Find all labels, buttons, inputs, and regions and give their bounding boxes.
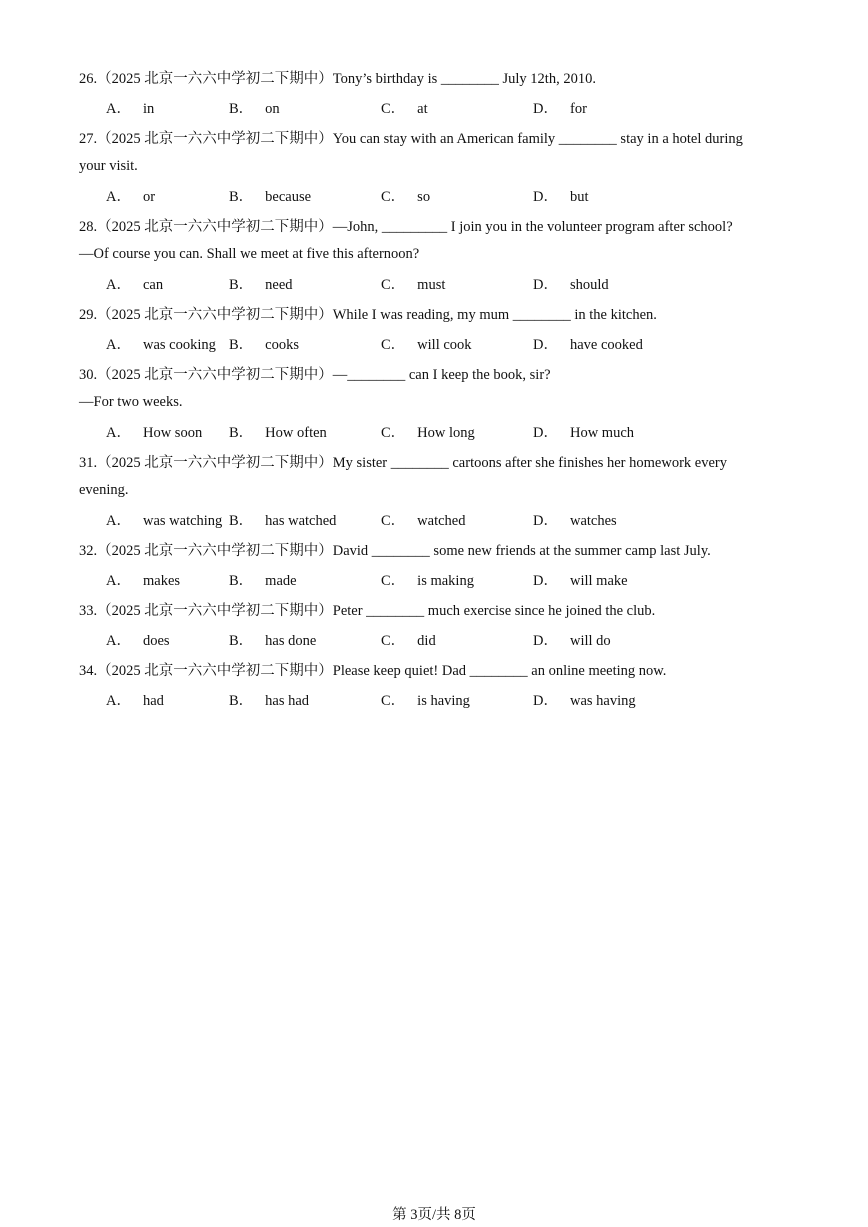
option-text: How much: [569, 425, 635, 441]
option-row: [79, 686, 794, 716]
option-a: [106, 94, 154, 124]
question-source: （2025 北京一六六中学初二下期中）: [97, 131, 333, 147]
option-letter: A．: [106, 693, 131, 709]
option-text: watched: [417, 513, 466, 529]
question-list: [79, 64, 794, 716]
option-text: is making: [417, 573, 474, 589]
option-letter: D．: [533, 693, 558, 709]
question-source: （2025 北京一六六中学初二下期中）: [97, 603, 333, 619]
question-number: 26.: [79, 71, 98, 87]
option-b: [229, 686, 309, 716]
option-text: but: [569, 189, 589, 205]
option-letter: B．: [229, 425, 254, 441]
option-letter: C．: [381, 693, 406, 709]
question-30: [79, 360, 794, 448]
dialog-response: —For two weeks.: [79, 394, 183, 410]
option-letter: B．: [229, 513, 254, 529]
option-a: [106, 182, 155, 212]
option-a: [106, 506, 222, 536]
option-letter: A．: [106, 189, 131, 205]
option-text: watches: [569, 513, 617, 529]
option-row: [79, 418, 794, 448]
option-c: [381, 566, 474, 596]
option-d: [533, 94, 587, 124]
question-number: 29.: [79, 307, 98, 323]
question-stem: [79, 360, 794, 390]
option-c: [381, 94, 428, 124]
option-d: [533, 330, 643, 360]
option-row: [79, 182, 794, 212]
question-text: Tony’s birthday is ________ July 12th, 2010.: [332, 71, 596, 87]
option-d: [533, 270, 609, 300]
question-source: （2025 北京一六六中学初二下期中）: [97, 455, 333, 471]
question-stem: [79, 64, 794, 94]
option-row: [79, 626, 794, 656]
option-letter: C．: [381, 337, 406, 353]
option-text: or: [142, 189, 156, 205]
option-letter: C．: [381, 277, 406, 293]
option-text: does: [142, 633, 170, 649]
question-stem: [79, 448, 794, 478]
option-c: [381, 182, 430, 212]
option-c: [381, 626, 436, 656]
question-33: [79, 596, 794, 656]
option-letter: D．: [533, 101, 558, 117]
question-number: 33.: [79, 603, 98, 619]
option-text: How often: [265, 425, 327, 441]
option-letter: D．: [533, 425, 558, 441]
question-stem: [79, 212, 794, 242]
option-letter: B．: [229, 573, 254, 589]
option-text: How soon: [142, 425, 203, 441]
option-letter: C．: [381, 633, 406, 649]
option-letter: B．: [229, 277, 254, 293]
option-d: [533, 626, 611, 656]
question-26: [79, 64, 794, 124]
option-letter: A．: [106, 277, 131, 293]
option-text: made: [265, 573, 297, 589]
option-b: [229, 566, 297, 596]
question-number: 32.: [79, 543, 98, 559]
option-c: [381, 686, 470, 716]
option-letter: C．: [381, 101, 406, 117]
option-text: must: [417, 277, 446, 293]
question-34: [79, 656, 794, 716]
option-text: have cooked: [569, 337, 643, 353]
question-text: David ________ some new friends at the summer camp last July.: [332, 543, 711, 559]
question-source: （2025 北京一六六中学初二下期中）: [97, 367, 333, 383]
question-text: Please keep quiet! Dad ________ an online meeting now.: [332, 663, 667, 679]
question-text: While I was reading, my mum ________ in the kitchen.: [332, 307, 657, 323]
option-a: [106, 686, 164, 716]
option-text: was cooking: [142, 337, 216, 353]
option-text: will make: [569, 573, 628, 589]
question-29: [79, 300, 794, 360]
question-text: —John, _________ I join you in the volunteer program after school?: [332, 219, 733, 235]
question-number: 30.: [79, 367, 98, 383]
option-text: is having: [417, 693, 470, 709]
option-letter: A．: [106, 513, 131, 529]
option-text: has done: [265, 633, 317, 649]
option-c: [381, 506, 465, 536]
option-row: [79, 330, 794, 360]
option-c: [381, 418, 475, 448]
option-letter: D．: [533, 633, 558, 649]
option-text: should: [569, 277, 609, 293]
option-d: [533, 418, 634, 448]
option-b: [229, 330, 299, 360]
question-28: [79, 212, 794, 300]
option-text: need: [265, 277, 293, 293]
option-letter: A．: [106, 633, 131, 649]
question-stem: [79, 656, 794, 686]
question-text: You can stay with an American family ________ stay in a hotel during: [332, 131, 743, 147]
question-number: 31.: [79, 455, 98, 471]
option-text: for: [569, 101, 587, 117]
question-32: [79, 536, 794, 596]
option-b: [229, 270, 293, 300]
question-stem: [79, 596, 794, 626]
option-text: had: [142, 693, 164, 709]
question-31: [79, 448, 794, 536]
question-source: （2025 北京一六六中学初二下期中）: [97, 307, 333, 323]
question-27: [79, 124, 794, 212]
option-text: on: [265, 101, 280, 117]
option-text: will do: [569, 633, 611, 649]
dialog-response: —Of course you can. Shall we meet at five this afternoon?: [79, 246, 420, 262]
option-text: has had: [265, 693, 310, 709]
option-letter: C．: [381, 189, 406, 205]
question-source: （2025 北京一六六中学初二下期中）: [97, 543, 333, 559]
question-text-continuation: evening.: [79, 482, 129, 498]
option-text: so: [417, 189, 431, 205]
option-a: [106, 418, 202, 448]
option-text: did: [417, 633, 436, 649]
option-a: [106, 330, 216, 360]
question-number: 28.: [79, 219, 98, 235]
option-row: [79, 94, 794, 124]
question-text: Peter ________ much exercise since he joined the club.: [332, 603, 656, 619]
question-text: —________ can I keep the book, sir?: [332, 367, 551, 383]
option-row: [79, 566, 794, 596]
option-c: [381, 330, 472, 360]
option-text: cooks: [265, 337, 300, 353]
option-letter: B．: [229, 189, 254, 205]
option-letter: D．: [533, 189, 558, 205]
option-b: [229, 506, 336, 536]
option-letter: C．: [381, 573, 406, 589]
option-letter: B．: [229, 633, 254, 649]
question-source: （2025 北京一六六中学初二下期中）: [97, 663, 333, 679]
option-text: was having: [569, 693, 636, 709]
option-letter: A．: [106, 101, 131, 117]
option-a: [106, 566, 180, 596]
option-text: How long: [417, 425, 475, 441]
page-number-footer: 第 3页/共 8页: [392, 1207, 476, 1223]
question-source: （2025 北京一六六中学初二下期中）: [97, 71, 333, 87]
option-b: [229, 626, 316, 656]
option-text: was watching: [142, 513, 223, 529]
option-text: can: [142, 277, 164, 293]
option-letter: A．: [106, 573, 131, 589]
option-letter: B．: [229, 337, 254, 353]
option-letter: D．: [533, 573, 558, 589]
option-letter: D．: [533, 277, 558, 293]
option-letter: C．: [381, 513, 406, 529]
option-letter: D．: [533, 337, 558, 353]
option-row: [79, 270, 794, 300]
option-letter: C．: [381, 425, 406, 441]
option-d: [533, 686, 636, 716]
question-source: （2025 北京一六六中学初二下期中）: [97, 219, 333, 235]
option-text: will cook: [417, 337, 472, 353]
option-letter: D．: [533, 513, 558, 529]
option-c: [381, 270, 445, 300]
option-row: [79, 506, 794, 536]
question-number: 34.: [79, 663, 98, 679]
option-text: at: [417, 101, 428, 117]
option-letter: A．: [106, 425, 131, 441]
option-text: because: [265, 189, 312, 205]
option-a: [106, 270, 163, 300]
question-text: My sister ________ cartoons after she finishes her homework every: [332, 455, 727, 471]
question-stem: [79, 124, 794, 154]
option-b: [229, 418, 327, 448]
option-b: [229, 94, 280, 124]
option-text: has watched: [265, 513, 337, 529]
option-text: makes: [142, 573, 181, 589]
option-d: [533, 566, 628, 596]
option-letter: B．: [229, 101, 254, 117]
option-letter: B．: [229, 693, 254, 709]
question-stem: [79, 536, 794, 566]
option-letter: A．: [106, 337, 131, 353]
option-text: in: [142, 101, 155, 117]
question-number: 27.: [79, 131, 98, 147]
option-a: [106, 626, 170, 656]
question-text-continuation: your visit.: [79, 158, 138, 174]
question-stem: [79, 300, 794, 330]
option-d: [533, 506, 617, 536]
option-d: [533, 182, 589, 212]
option-b: [229, 182, 311, 212]
